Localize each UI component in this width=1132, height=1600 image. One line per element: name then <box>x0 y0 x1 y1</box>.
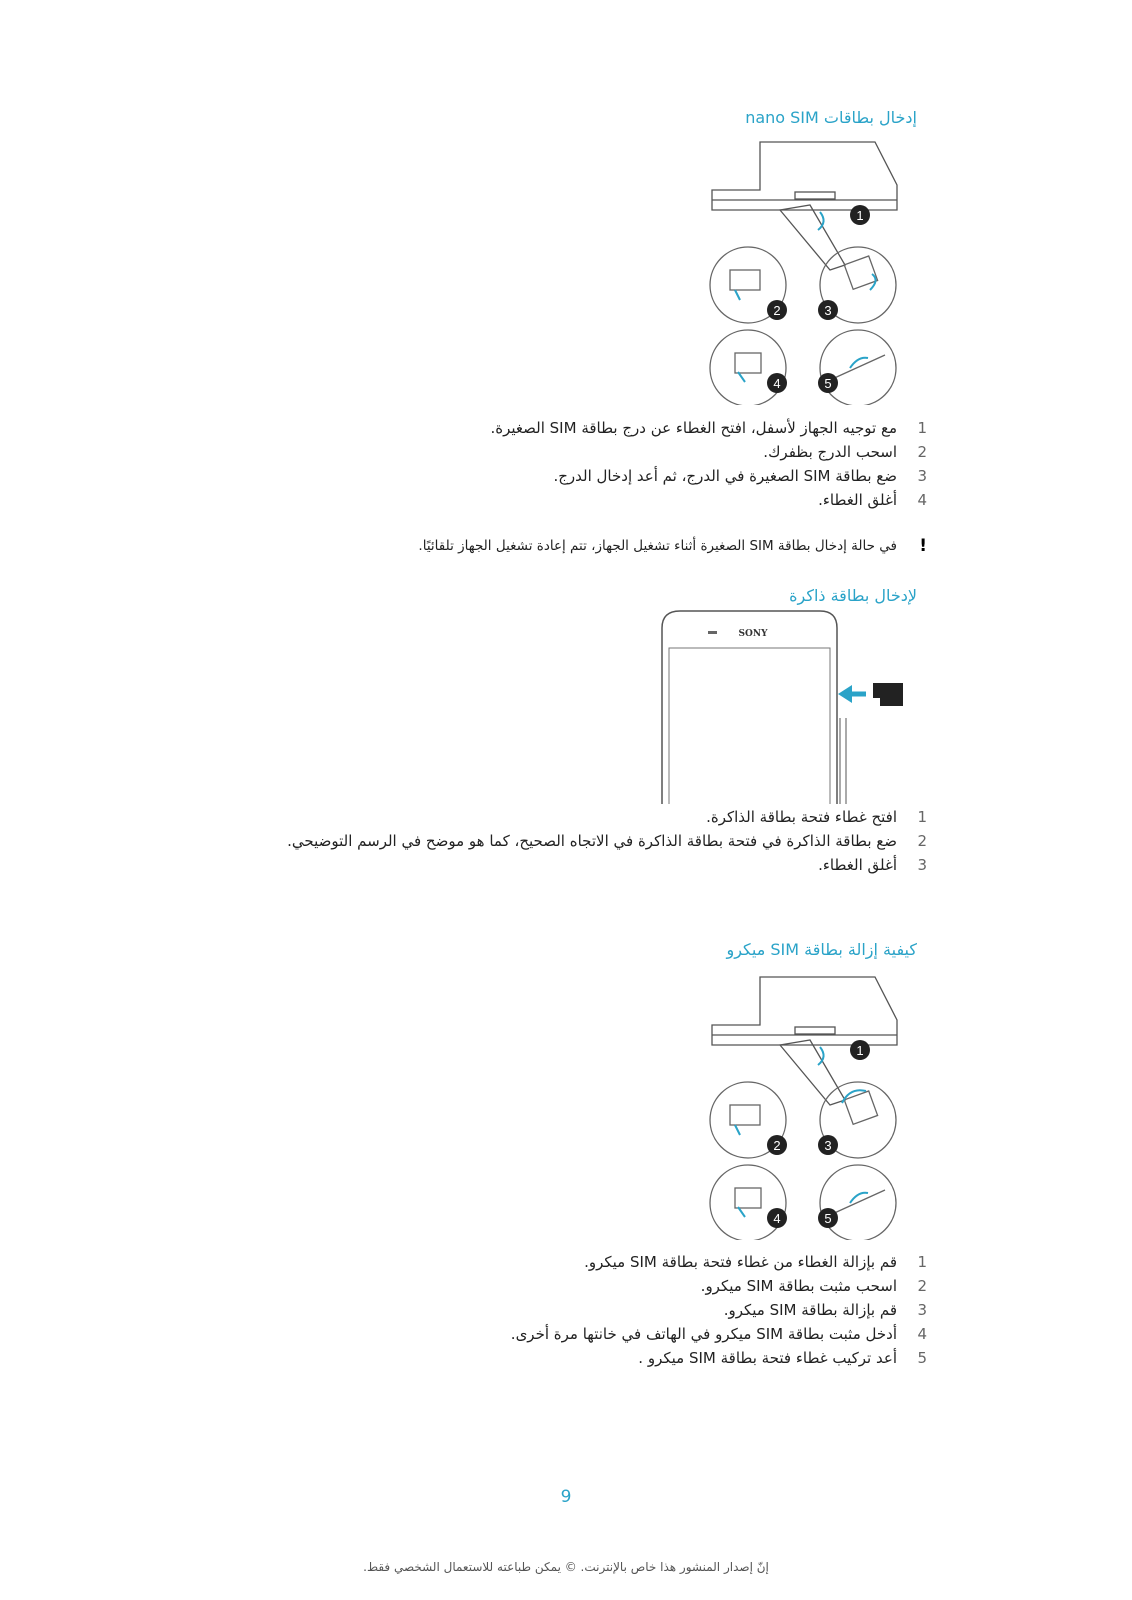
device-brand: SONY <box>738 629 768 639</box>
steps-list-insert-nano-sim <box>490 416 927 512</box>
list-item: 3 ضع بطاقة SIM الصغيرة في الدرج، ثم أعد إدخال الدرج. <box>553 467 927 485</box>
list-item: 3 قم بإزالة بطاقة SIM ميكرو. <box>723 1301 927 1319</box>
step-label: 5 <box>824 376 832 391</box>
sim-remove-illustration <box>700 975 905 1240</box>
note-text: في حالة إدخال بطاقة SIM الصغيرة أثناء تشغيل الجهاز، تتم إعادة تشغيل الجهاز تلقائيًا. <box>418 538 897 554</box>
list-item: 5 أعد تركيب غطاء فتحة بطاقة SIM ميكرو . <box>638 1349 927 1367</box>
list-item: 4 أغلق الغطاء. <box>818 491 927 509</box>
step-label: 1 <box>856 1043 864 1058</box>
step-label: 2 <box>773 1138 781 1153</box>
warning-note <box>418 538 927 554</box>
sim-insert-illustration <box>700 140 905 405</box>
page-number: 9 <box>560 1487 572 1507</box>
step-label: 4 <box>773 376 781 391</box>
list-item: 2 ضع بطاقة الذاكرة في فتحة بطاقة الذاكرة في الاتجاه الصحيح، كما هو موضح في الرسم التوضيحي. <box>287 832 927 850</box>
step-label: 5 <box>824 1211 832 1226</box>
list-item: 1 قم بإزالة الغطاء من غطاء فتحة بطاقة SIM ميكرو. <box>584 1253 927 1271</box>
list-item: 4 أدخل مثبت بطاقة SIM ميكرو في الهاتف في خانتها مرة أخرى. <box>510 1325 927 1343</box>
list-item: 1 مع توجيه الجهاز لأسفل، افتح الغطاء عن درج بطاقة SIM الصغيرة. <box>490 419 927 437</box>
list-item: 2 اسحب الدرج بظفرك. <box>763 443 927 461</box>
section-heading-remove-micro-sim: كيفية إزالة بطاقة SIM ميكرو <box>726 940 917 959</box>
footer-notice: إنّ إصدار المنشور هذا خاص بالإنترنت. © يمكن طباعته للاستعمال الشخصي فقط. <box>363 1560 769 1574</box>
list-item: 1 افتح غطاء فتحة بطاقة الذاكرة. <box>706 808 927 826</box>
steps-list-remove-micro-sim <box>511 1250 927 1370</box>
section-heading-insert-memory-card: لإدخال بطاقة ذاكرة <box>789 586 917 605</box>
step-label: 4 <box>773 1211 781 1226</box>
memory-card-insert-illustration <box>660 608 910 804</box>
list-item: 3 أغلق الغطاء. <box>818 856 927 874</box>
steps-list-insert-memory-card <box>237 805 927 877</box>
section-heading-insert-nano-sim: إدخال بطاقات nano SIM <box>745 108 917 127</box>
exclamation-icon: ! <box>919 536 927 556</box>
step-label: 2 <box>773 303 781 318</box>
step-label: 3 <box>824 1138 832 1153</box>
list-item: 2 اسحب مثبت بطاقة SIM ميكرو. <box>700 1277 927 1295</box>
step-label: 1 <box>856 208 864 223</box>
step-label: 3 <box>824 303 832 318</box>
